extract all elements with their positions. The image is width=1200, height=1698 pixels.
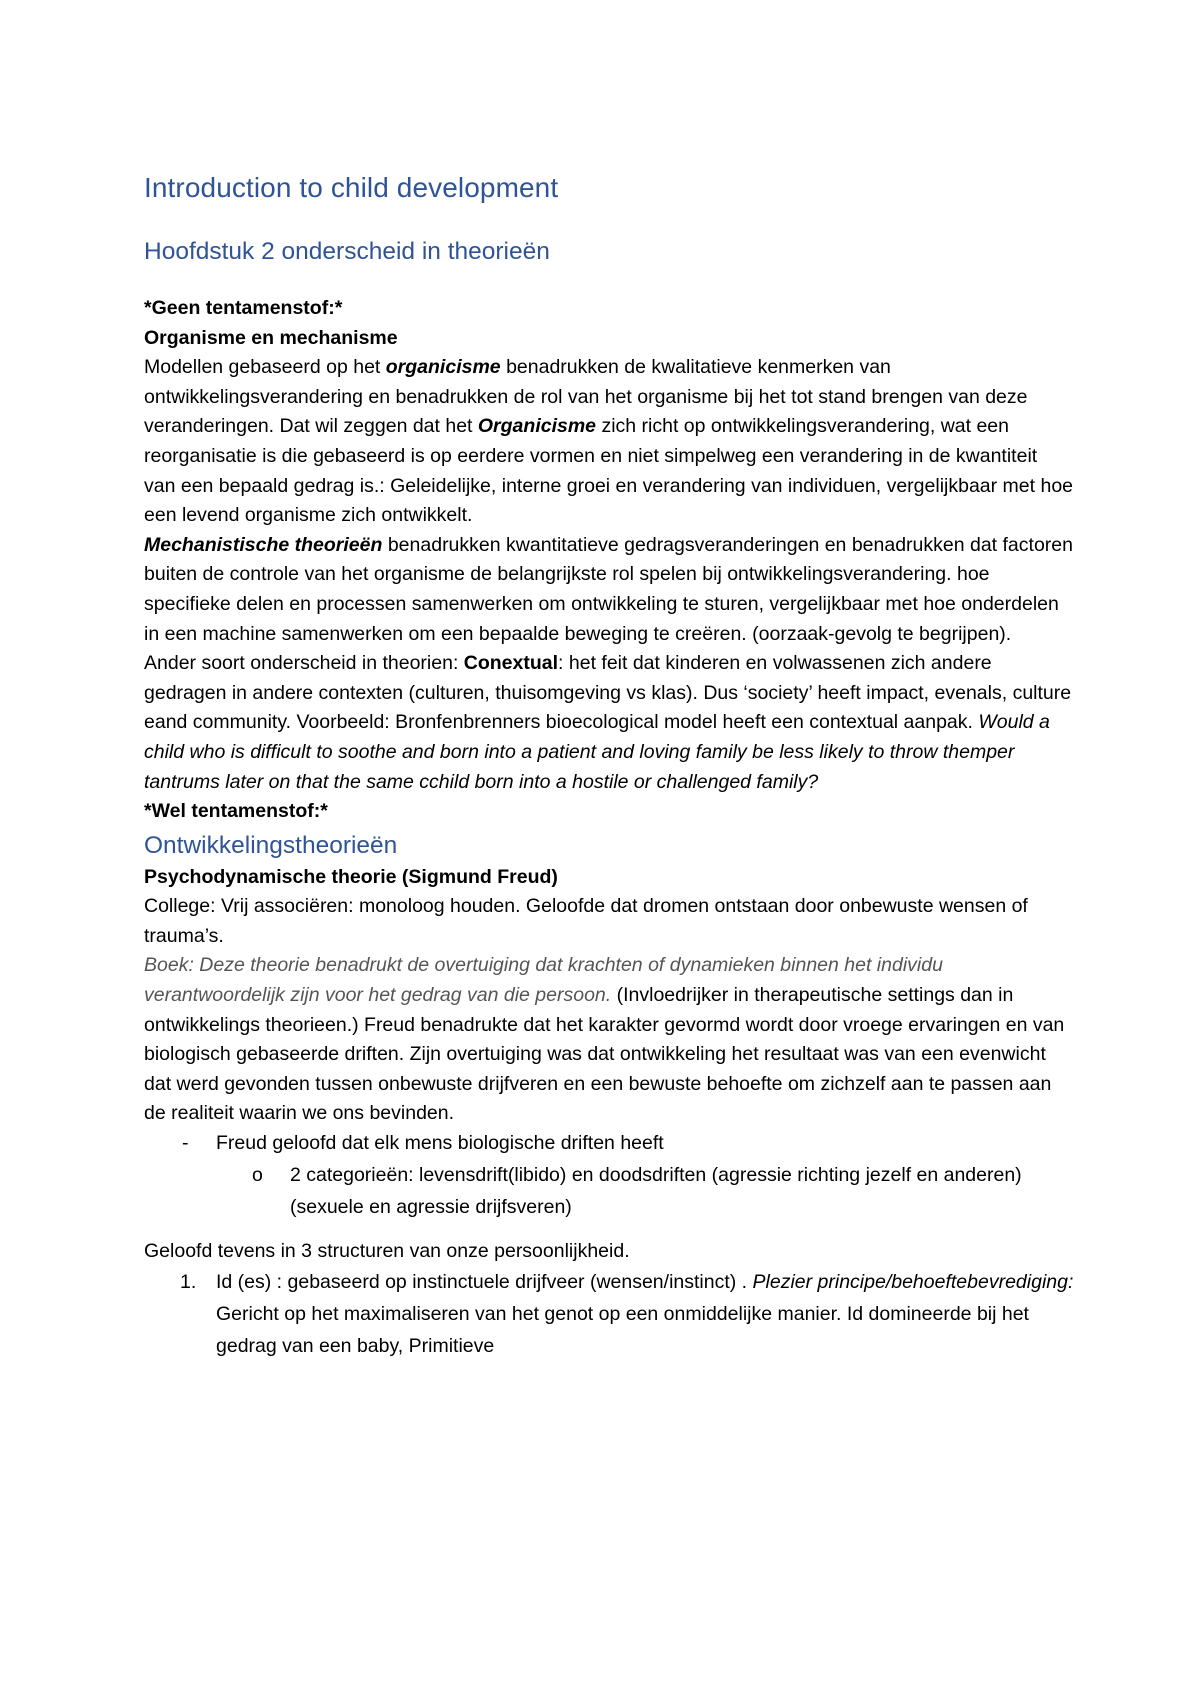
- document-content: [144, 150, 1074, 1362]
- text-run: Ander soort onderscheid in theorien:: [144, 652, 464, 675]
- college-paragraph: College: Vrij associëren: monoloog houden. Geloofde dat dromen ontstaan door onbewuste wensen of trauma’s.: [144, 895, 1028, 947]
- text-run: Modellen gebaseerd op het: [144, 356, 386, 379]
- numbered-list: [144, 1266, 1074, 1362]
- paragraph-contextual: [144, 649, 1074, 797]
- spacer: [144, 1223, 1074, 1237]
- term-mechanistisch: Mechanistische theorieën: [144, 533, 383, 556]
- section-heading-ontwikkelingstheorieen: Ontwikkelingstheorieën: [144, 831, 398, 859]
- chapter-heading: Hoofdstuk 2 onderscheid in theorieën: [144, 238, 550, 265]
- term-organicisme-2: Organicisme: [477, 415, 597, 438]
- text-run: zich richt op ontwikkelingsverandering, wat een reorganisatie is die gebaseerd is op eerdere vormen en niet simpelweg een verandering in de kwantiteit van een bepaald gedrag is.: Geleidelijke, interne groei en verandering van individuen, vergelijkbaar met hoe een levend organisme zich ontwikkelt.: [144, 415, 1074, 527]
- list-item: - Freud geloofd dat elk mens biologische driften heeft: [144, 1129, 1074, 1159]
- example-question: Would a child who is difficult to soothe and born into a patient and loving family be less likely to throw themper tantrums later on that the same cchild born into a hostile or challenged family?: [144, 711, 1050, 793]
- bullet-list: [144, 1129, 1074, 1159]
- text-run: Id (es) : gebaseerd op instinctuele drijfveer (wensen/instinct) .: [216, 1271, 753, 1294]
- list-item: [144, 1266, 1074, 1362]
- text-run: benadrukken kwantitatieve gedragsveranderingen en benadrukken dat factoren buiten de controle van het organisme de belangrijkste rol spelen bij ontwikkelingsverandering. hoe specifieke delen en processen samenwerken om ontwikkeling te sturen, vergelijkbaar met hoe onderdelen in een machine samenwerken om een bepaalde beweging te creëren. (oorzaak-gevolg te begrijpen).: [144, 533, 1073, 645]
- document-title: Introduction to child development: [144, 172, 559, 203]
- text-run: Gericht op het maximaliseren van het genot op een onmiddelijke manier. Id domineerde bij het gedrag van een baby, Primitieve: [216, 1303, 1029, 1358]
- list-item: o 2 categorieën: levensdrift(libido) en doodsdriften (agressie richting jezelf en anderen) (sexuele en agressie drijfsveren): [144, 1159, 1074, 1223]
- list-number: 1.: [180, 1271, 197, 1294]
- paragraph-mechanistisch: [144, 531, 1074, 649]
- text-run: (Invloedrijker in therapeutische settings dan in ontwikkelings theorieen.) Freud benadrukte dat het karakter gevormd wordt door vroege ervaringen en van biologisch gebaseerde driften. Zijn overtuiging was dat ontwikkeling het resultaat was van een evenwicht dat werd gevonden tussen onbewuste drijfveren en een bewuste behoefte om zichzelf aan te passen aan de realiteit waarin we ons bevinden.: [144, 984, 1065, 1125]
- wel-tentamenstof-label: *Wel tentamenstof:*: [144, 800, 328, 823]
- structures-intro: Geloofd tevens in 3 structuren van onze persoonlijkheid.: [144, 1239, 630, 1262]
- geen-tentamenstof-label: *Geen tentamenstof:*: [144, 297, 343, 319]
- plezier-principe: Plezier principe/behoeftebevrediging:: [752, 1271, 1074, 1294]
- sub-bullet-list: [144, 1159, 1074, 1223]
- text-run: : het feit dat kinderen en volwassenen zich andere gedragen in andere contexten (culturen, thuisomgeving vs klas). Dus ‘society’ heeft impact, evenals, culture eand community. Voorbeeld: Bronfenbrenners bioecological model heeft een contextual aanpak.: [144, 652, 1072, 734]
- text-run: benadrukken de kwalitatieve kenmerken van ontwikkelingsverandering en benadrukken de rol van het organisme bij het tot stand brengen van deze veranderingen. Dat wil zeggen dat het: [144, 356, 1028, 438]
- section-heading-organisme: Organisme en mechanisme: [144, 326, 398, 349]
- psychodynamic-heading: Psychodynamische theorie (Sigmund Freud): [144, 865, 558, 888]
- boek-paragraph: [144, 951, 1074, 1129]
- term-contextual: Conextual: [463, 652, 559, 675]
- boek-definition: Boek: Deze theorie benadrukt de overtuiging dat krachten of dynamieken binnen het individu verantwoordelijk zijn voor het gedrag van die persoon.: [144, 954, 943, 1007]
- paragraph-organicisme: [144, 353, 1074, 531]
- term-organicisme: organicisme: [385, 356, 501, 379]
